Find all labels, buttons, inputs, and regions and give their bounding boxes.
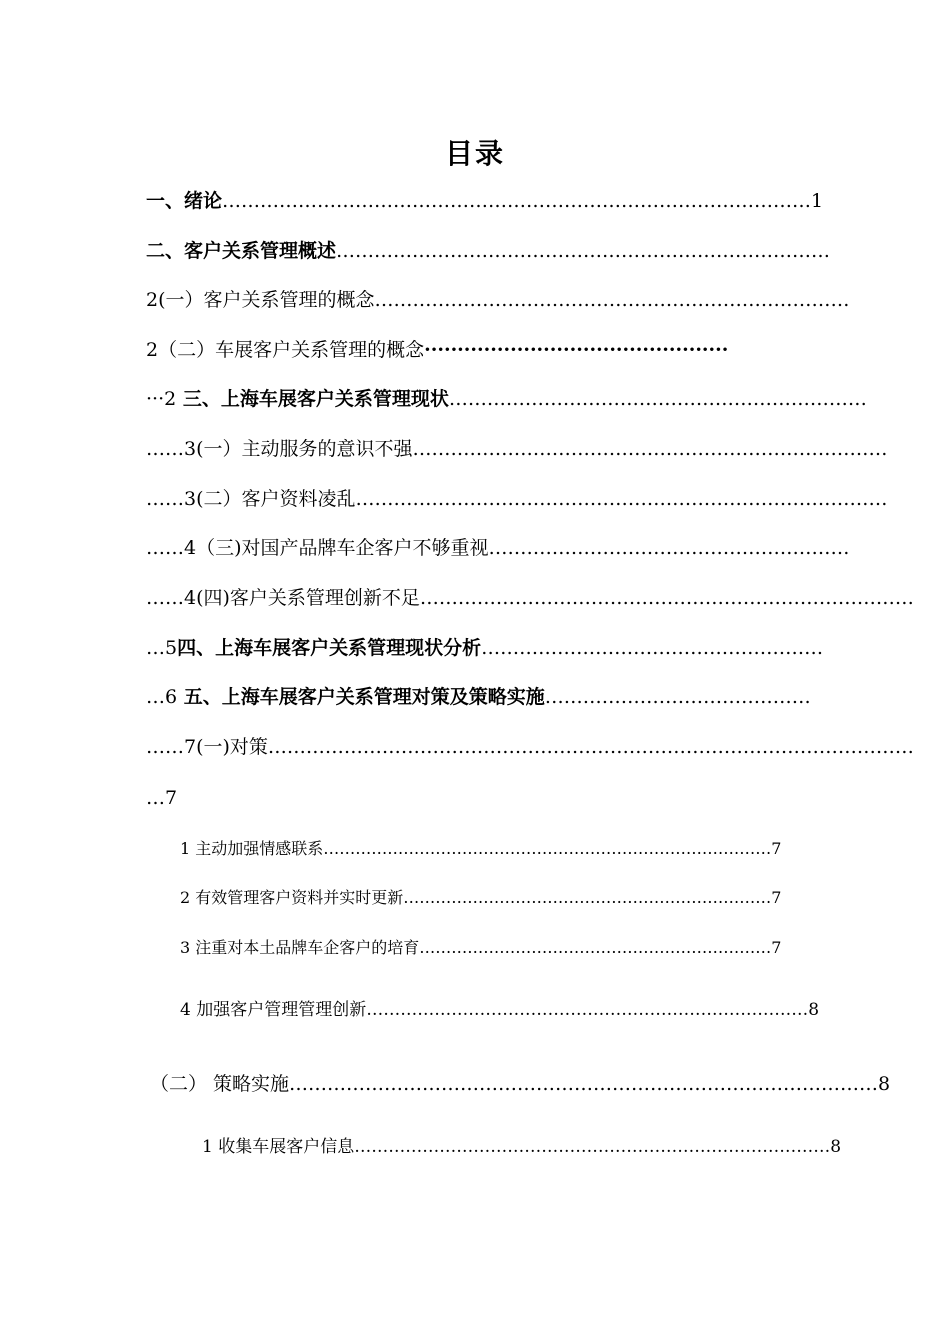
toc-leader-dots: …………………………………………………………………………: [355, 488, 888, 510]
toc-leader-dots: ……………………………………………………………………: [336, 240, 831, 262]
toc-text: 2 有效管理客户资料并实时更新: [180, 888, 404, 907]
toc-page-number: 8: [878, 1073, 891, 1095]
toc-entry[interactable]: [180, 836, 806, 862]
toc-text: 二、客户关系管理概述: [146, 240, 337, 262]
toc-entry[interactable]: [146, 635, 824, 661]
toc-text: 四、上海车展客户关系管理现状分析: [177, 637, 482, 659]
toc-leader-dots: …………………………………………………………………: [374, 289, 850, 311]
toc-lead: …5: [146, 637, 178, 659]
toc-entry[interactable]: [146, 785, 346, 811]
toc-entry[interactable]: [146, 386, 867, 412]
toc-text: (一)对策: [196, 736, 268, 758]
toc-leader-dots: …………………………………………………………………………: [323, 839, 772, 858]
toc-page-number: 7: [771, 888, 782, 907]
toc-leader-dots: …………………………………………………………………………………: [289, 1073, 879, 1095]
toc-lead: …7: [146, 787, 178, 809]
toc-text: （三)对国产品牌车企客户不够重视: [196, 537, 489, 559]
toc-entry[interactable]: [146, 188, 824, 214]
toc-lead: 2: [146, 289, 159, 311]
toc-leader-dots: …………………………………………………………: [419, 938, 772, 957]
toc-leader-dots: ……………………………………………………………: [403, 888, 772, 907]
toc-leader-dots: ………………………………………………: [481, 637, 824, 659]
toc-text: 4 加强客户管理管理创新: [180, 1000, 367, 1020]
toc-entry[interactable]: [146, 734, 914, 760]
page-title: 目录: [444, 137, 505, 170]
toc-lead: ···2: [146, 388, 177, 410]
toc-leader-dots: …………………………………………………………………………: [354, 1137, 831, 1157]
toc-leader-dots: ……………………………………………………………………: [366, 1000, 809, 1020]
toc-leader-dots: …………………………………………………………………………………: [222, 190, 812, 212]
toc-entry[interactable]: [180, 997, 820, 1023]
toc-entry[interactable]: [146, 684, 811, 710]
toc-entry[interactable]: [146, 287, 850, 313]
toc-lead: 2: [146, 339, 159, 361]
toc-lead: ……3: [146, 438, 197, 460]
toc-entry[interactable]: [180, 885, 806, 911]
toc-lead: …6: [146, 686, 178, 708]
toc-leader-dots: ……………………………………: [544, 686, 811, 708]
toc-entry[interactable]: [180, 935, 806, 961]
toc-lead: ……7: [146, 736, 197, 758]
toc-page-number: 7: [771, 938, 782, 957]
toc-text: 三、上海车展客户关系管理现状: [176, 388, 449, 410]
toc-leader-dots: ··············································: [424, 339, 729, 361]
toc-page-number: 1: [811, 190, 824, 212]
toc-leader-dots: …………………………………………………………: [448, 388, 867, 410]
toc-text: （二） 策略实施: [150, 1073, 290, 1095]
toc-text: 一、绪论: [146, 190, 223, 212]
toc-text: (一）主动服务的意识不强: [196, 438, 413, 460]
toc-leader-dots: …………………………………………………………………: [412, 438, 888, 460]
toc-entry[interactable]: [146, 585, 914, 611]
toc-leader-dots: …………………………………………………: [488, 537, 850, 559]
toc-text: 五、上海车展客户关系管理对策及策略实施: [177, 686, 545, 708]
toc-entry[interactable]: [150, 1071, 891, 1097]
toc-text: (二）客户资料凌乱: [196, 488, 356, 510]
toc-entry[interactable]: [146, 238, 831, 264]
toc-entry[interactable]: [202, 1134, 842, 1160]
toc-page-number: 7: [771, 839, 782, 858]
toc-text: 1 收集车展客户信息: [202, 1137, 355, 1157]
toc-text: (一）客户关系管理的概念: [158, 289, 375, 311]
toc-entry[interactable]: [146, 337, 790, 363]
toc-lead: ……4: [146, 587, 197, 609]
toc-text: （二）车展客户关系管理的概念: [158, 339, 425, 361]
toc-text: (四)客户关系管理创新不足: [196, 587, 420, 609]
toc-text: 1 主动加强情感联系: [180, 839, 324, 858]
toc-leader-dots: ……………………………………………………………………: [419, 587, 914, 609]
toc-entry[interactable]: [146, 436, 888, 462]
toc-page-number: 8: [830, 1137, 842, 1157]
toc-lead: ……3: [146, 488, 197, 510]
toc-leader-dots: …………………………………………………………………………………………: [267, 736, 914, 758]
toc-lead: ……4: [146, 537, 197, 559]
toc-text: 3 注重对本土品牌车企客户的培育: [180, 938, 420, 957]
toc-page-number: 8: [808, 1000, 820, 1020]
toc-entry[interactable]: [146, 486, 888, 512]
toc-entry[interactable]: [146, 535, 850, 561]
